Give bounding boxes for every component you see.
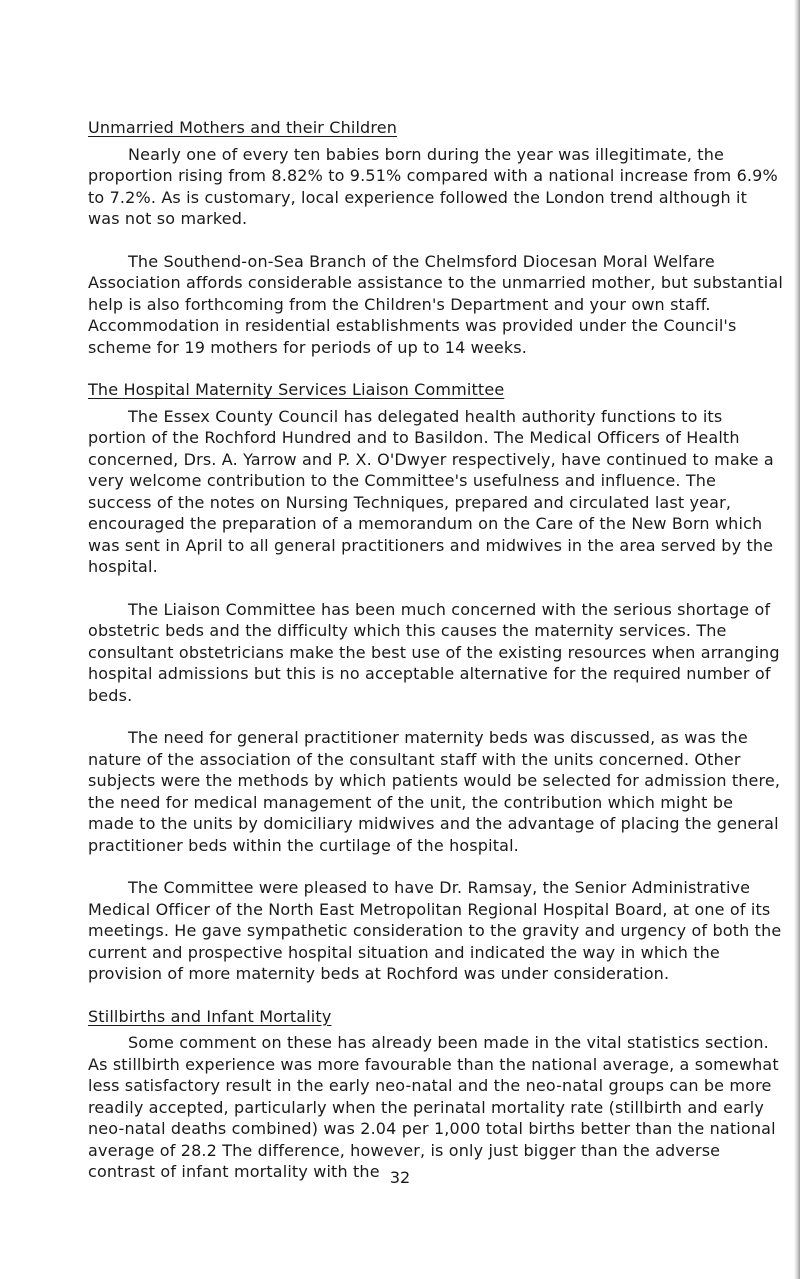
paragraph-moral-welfare-association: The Southend-on-Sea Branch of the Chelmsford Diocesan Moral Welfare Association affords considerable assistance to the unmarried mother, but substantial help is also forthcoming from the Children's Department and your own staff. Accommodation in residential establishments was provided under the Council's scheme for 19 mothers for periods of up to 14 weeks. bbox=[88, 251, 783, 357]
section-heading-unmarried-mothers: Unmarried Mothers and their Children bbox=[88, 118, 398, 137]
paragraph-essex-county-council: The Essex County Council has delegated health authority functions to its portion of the Rochford Hundred and to Basildon. The Medical Officers of Health concerned, Drs. A. Yarrow and P. X. O'Dwyer respectively, have continued to make a very welcome contribution to the Committee's usefulness and influence. The success of the notes on Nursing Techniques, prepared and circulated last year, encouraged the preparation of a memorandum on the Care of the New Born which was sent in April to all general practitioners and midwives in the area served by the hospital. bbox=[88, 406, 774, 576]
page-number: 32 bbox=[389, 1168, 411, 1187]
paragraph-gp-maternity-beds: The need for general practitioner maternity beds was discussed, as was the nature of the association of the consultant staff with the units concerned. Other subjects were the methods by which patients would be selected for admission there, the need for medical management of the unit, the contribution which might be made to the units by domiciliary midwives and the advantage of placing the general practitioner beds within the curtilage of the hospital. bbox=[88, 728, 781, 855]
paragraph-obstetric-beds-shortage: The Liaison Committee has been much concerned with the serious shortage of obstetric beds and the difficulty which this causes the maternity services. The consultant obstetricians make the best use of the existing resources when arranging hospital admissions but this is no acceptable alternative for the required number of beds. bbox=[88, 599, 780, 705]
paragraph-dr-ramsay-visit: The Committee were pleased to have Dr. Ramsay, the Senior Administrative Medical Officer of the North East Metropolitan Regional Hospital Board, at one of its meetings. He gave sympathetic consideration to the gravity and urgency of both the current and prospective hospital situation and indicated the way in which the provision of more maternity beds at Rochford was under consideration. bbox=[88, 878, 782, 983]
page-edge-shadow bbox=[794, 0, 800, 1279]
paragraph-illegitimate-births: Nearly one of every ten babies born during the year was illegitimate, the proportion rising from 8.82% to 9.51% compared with a national increase from 6.9% to 7.2%. As is customary, local experience followed the London trend although it was not so marked. bbox=[88, 144, 778, 228]
section-heading-liaison-committee: The Hospital Maternity Services Liaison Committee bbox=[88, 380, 505, 399]
page-body bbox=[88, 117, 783, 1183]
section-heading-stillbirths: Stillbirths and Infant Mortality bbox=[88, 1006, 332, 1026]
paragraph-perinatal-mortality: Some comment on these has already been made in the vital statistics section. As stillbirth experience was more favourable than the national average, a somewhat less satisfactory result in the early neo-natal and the neo-natal groups can be more readily accepted, particularly when the perinatal mortality rate (stillbirth and early neo-natal deaths combined) was 2.04 per 1,000 total births better than the national average of 28.2 The difference, however, is only just bigger than the adverse contrast of infant mortality with the bbox=[88, 1033, 779, 1181]
